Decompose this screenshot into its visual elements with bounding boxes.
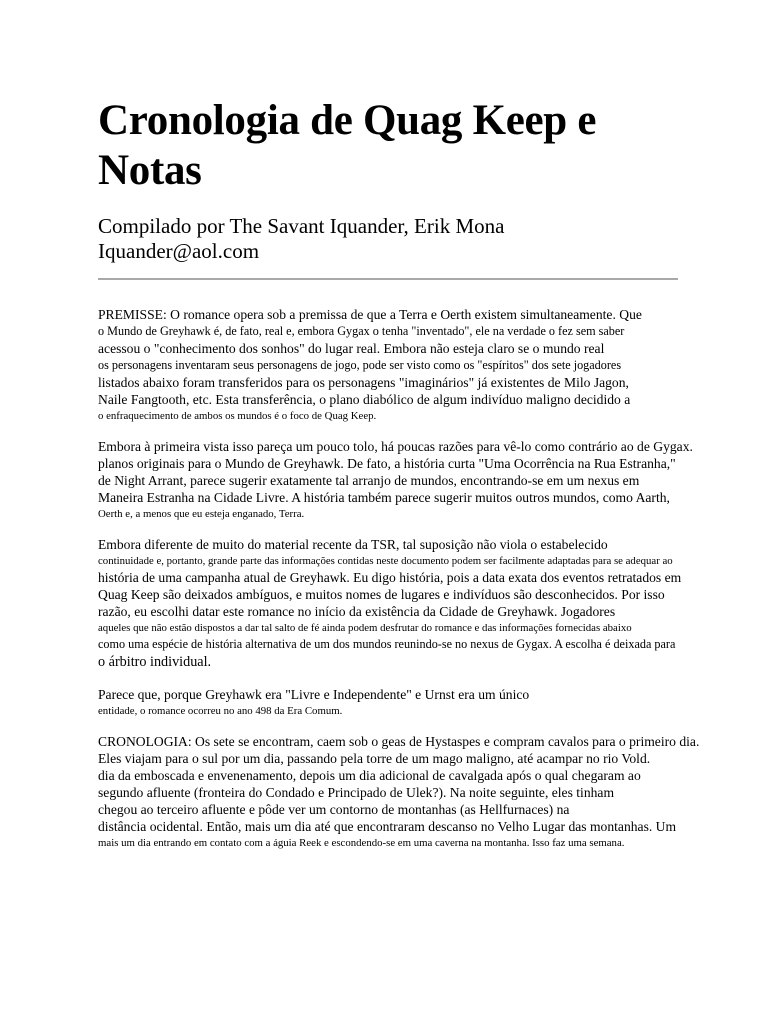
document-subtitle bbox=[98, 214, 762, 264]
document-body bbox=[98, 306, 762, 851]
paragraph-line: Oerth e, a menos que eu esteja enganado, Terra. bbox=[98, 508, 305, 520]
paragraph-line: Embora diferente de muito do material recente da TSR, tal suposição não viola o estabelecido bbox=[98, 537, 608, 552]
paragraph-line: como uma espécie de história alternativa de um dos mundos reunindo-se no nexus de Gygax. A escolha é deixada para bbox=[98, 637, 676, 651]
paragraph-line: razão, eu escolhi datar este romance no início da existência da Cidade de Greyhawk. Jogadores bbox=[98, 604, 616, 619]
paragraph-line: Maneira Estranha na Cidade Livre. A história também parece sugerir muitos outros mundos, como Aarth, bbox=[98, 490, 670, 505]
paragraph-line: listados abaixo foram transferidos para os personagens "imaginários" já existentes de Milo Jagon, bbox=[98, 375, 629, 390]
paragraph-line: Parece que, porque Greyhawk era "Livre e Independente" e Urnst era um único bbox=[98, 687, 530, 702]
paragraph-line: o Mundo de Greyhawk é, de fato, real e, embora Gygax o tenha "inventado", ele na verdade o fez sem saber bbox=[98, 324, 625, 338]
paragraph-line: Naile Fangtooth, etc. Esta transferência, o plano diabólico de algum indivíduo maligno decidido a bbox=[98, 392, 631, 407]
title-line: Notas bbox=[98, 147, 202, 194]
paragraph-line: continuidade e, portanto, grande parte das informações contidas neste documento podem ser facilmente adaptadas para se adequar ao bbox=[98, 555, 673, 567]
author-email: Iquander@aol.com bbox=[98, 239, 260, 263]
paragraph-line: aqueles que não estão dispostos a dar tal salto de fé ainda podem desfrutar do romance e das informações fornecidas abaixo bbox=[98, 622, 632, 634]
paragraph-line: o enfraquecimento de ambos os mundos é o foco de Quag Keep. bbox=[98, 410, 377, 422]
paragraph-line: Eles viajam para o sul por um dia, passando pela torre de um mago maligno, até acampar no rio Vold. bbox=[98, 751, 651, 766]
paragraph bbox=[98, 686, 762, 719]
paragraph-line: de Night Arrant, parece sugerir exatamente tal arranjo de mundos, encontrando-se em um nexus em bbox=[98, 473, 640, 488]
page-title bbox=[98, 96, 762, 196]
paragraph-line: dia da emboscada e envenenamento, depois um dia adicional de cavalgada após o qual chegaram ao bbox=[98, 768, 641, 783]
paragraph-line: história de uma campanha atual de Greyhawk. Eu digo história, pois a data exata dos eventos retratados em bbox=[98, 570, 682, 585]
paragraph-line: acessou o "conhecimento dos sonhos" do lugar real. Embora não esteja claro se o mundo real bbox=[98, 341, 605, 356]
divider-rule bbox=[98, 278, 678, 280]
document-page bbox=[98, 96, 762, 865]
paragraph bbox=[98, 438, 762, 522]
author-line: Compilado por The Savant Iquander, Erik Mona bbox=[98, 214, 505, 238]
title-line: Cronologia de Quag Keep e bbox=[98, 97, 597, 144]
paragraph-line: o árbitro individual. bbox=[98, 654, 212, 670]
paragraph bbox=[98, 733, 762, 851]
paragraph-line: planos originais para o Mundo de Greyhawk. De fato, a história curta "Uma Ocorrência na Rua Estranha," bbox=[98, 456, 676, 471]
paragraph bbox=[98, 536, 762, 672]
paragraph bbox=[98, 306, 762, 424]
paragraph-line: Embora à primeira vista isso pareça um pouco tolo, há poucas razões para vê-lo como contrário ao de Gygax. bbox=[98, 439, 693, 454]
paragraph-line: distância ocidental. Então, mais um dia até que encontraram descanso no Velho Lugar das montanhas. Um bbox=[98, 819, 677, 834]
paragraph-line: segundo afluente (fronteira do Condado e Principado de Ulek?). Na noite seguinte, eles tinham bbox=[98, 785, 615, 800]
paragraph-line: chegou ao terceiro afluente e pôde ver um contorno de montanhas (as Hellfurnaces) na bbox=[98, 802, 570, 817]
paragraph-line: CRONOLOGIA: Os sete se encontram, caem sob o geas de Hystaspes e compram cavalos para o primeiro dia. bbox=[98, 734, 700, 749]
paragraph-line: os personagens inventaram seus personagens de jogo, pode ser visto como os "espíritos" dos sete jogadores bbox=[98, 358, 622, 372]
paragraph-line: PREMISSE: O romance opera sob a premissa de que a Terra e Oerth existem simultaneamente. Que bbox=[98, 307, 642, 322]
paragraph-line: entidade, o romance ocorreu no ano 498 da Era Comum. bbox=[98, 705, 343, 717]
paragraph-line: Quag Keep são deixados ambíguos, e muitos nomes de lugares e indivíduos são desconhecidos. Por isso bbox=[98, 587, 665, 602]
paragraph-line: mais um dia entrando em contato com a águia Reek e escondendo-se em uma caverna na montanha. Isso faz uma semana. bbox=[98, 837, 625, 849]
